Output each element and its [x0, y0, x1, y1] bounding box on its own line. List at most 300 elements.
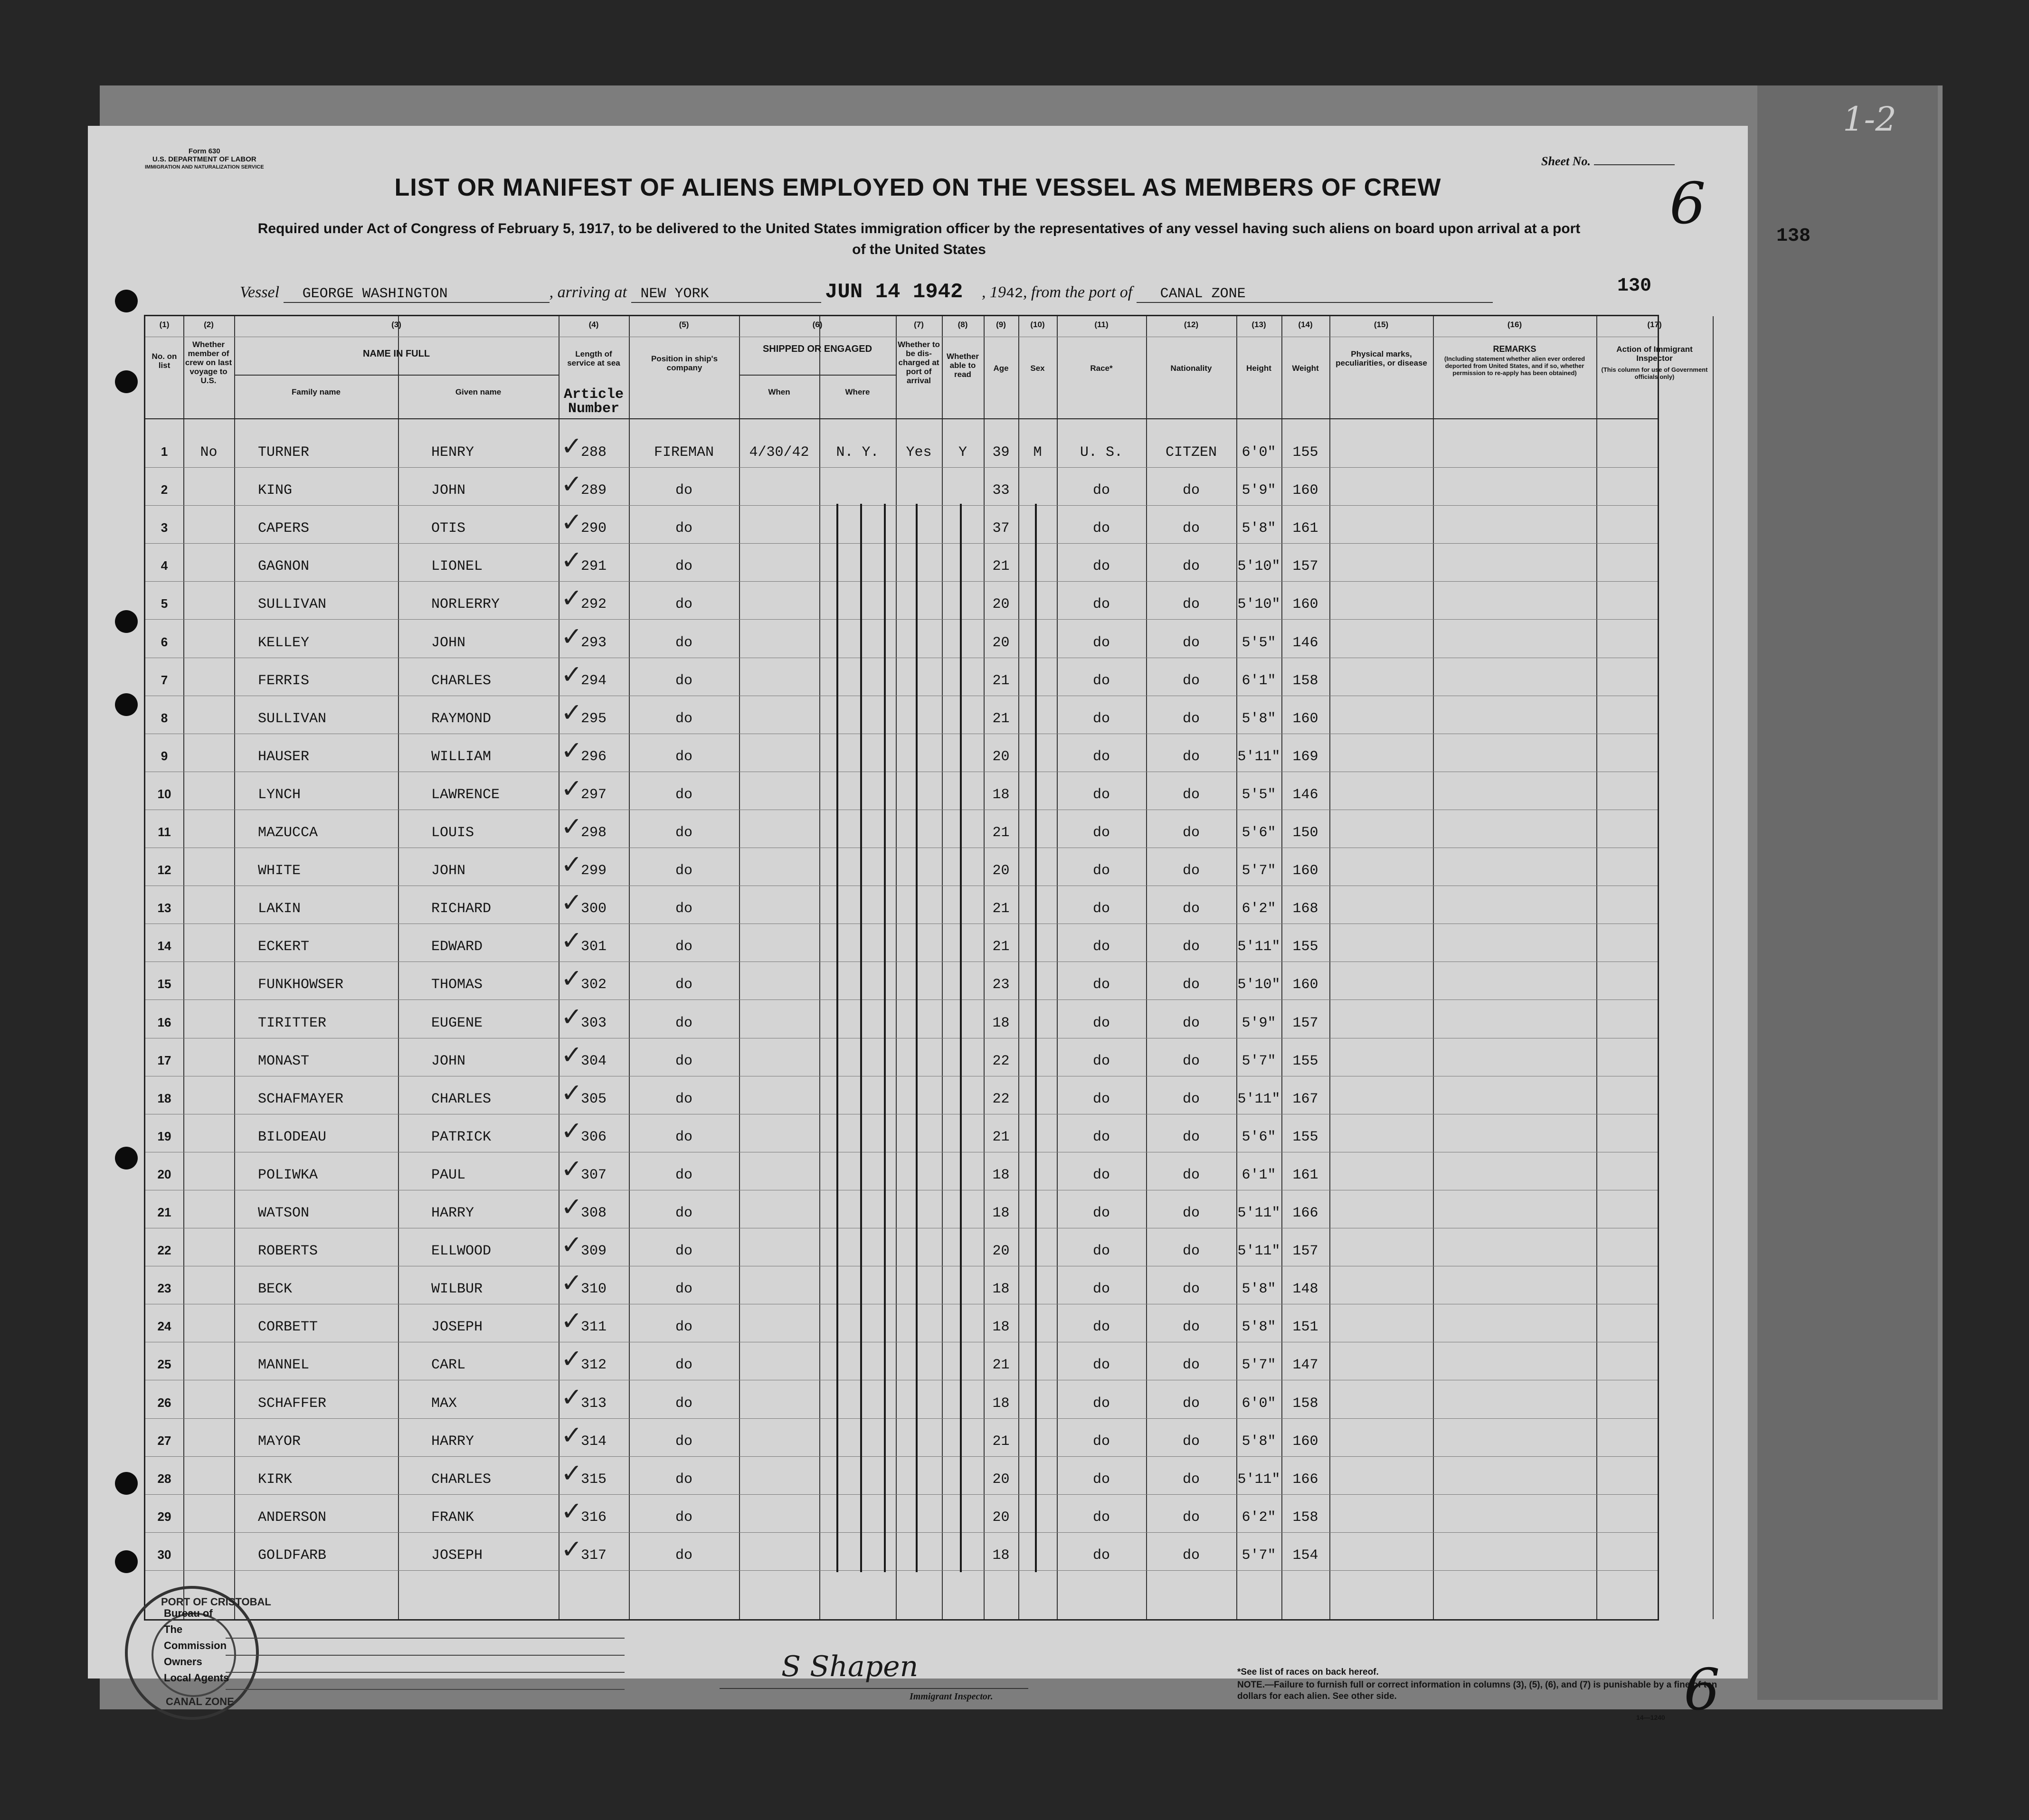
arrival-stamp-date: JUN 14 1942 [825, 280, 963, 304]
punch-hole [115, 1550, 138, 1573]
cell-article: 289 [580, 482, 607, 499]
checkmark-icon: ✓ [561, 1458, 583, 1488]
row-rule [145, 1456, 1658, 1457]
footer-rule-lines [226, 1622, 625, 1697]
ditto-line-sex [1035, 504, 1037, 1572]
cell-age: 20 [992, 1243, 1010, 1260]
cell-no: 12 [157, 863, 171, 877]
cell-no: 21 [157, 1205, 171, 1219]
col-13-number: (13) [1252, 320, 1266, 329]
cell-weight: 154 [1292, 1547, 1318, 1564]
crew-table [144, 315, 1708, 1621]
cell-given: FRANK [431, 1509, 474, 1526]
cell-family: ROBERTS [258, 1243, 318, 1260]
cell-height: 5'9" [1242, 482, 1276, 499]
cell-position: do [675, 1053, 692, 1069]
cell-nationality: do [1182, 939, 1200, 955]
cell-nationality: do [1182, 1243, 1200, 1260]
cell-article: 302 [580, 977, 607, 993]
cell-given: HENRY [431, 444, 474, 461]
cell-race: do [1092, 1205, 1110, 1221]
cell-nationality: do [1182, 710, 1200, 727]
cell-given: EUGENE [431, 1015, 483, 1031]
cell-age: 18 [992, 786, 1010, 803]
cell-weight: 157 [1292, 1243, 1318, 1260]
cell-height: 6'1" [1242, 1167, 1276, 1183]
cell-no: 4 [161, 558, 168, 573]
cell-nationality: do [1182, 1471, 1200, 1488]
checkmark-icon: ✓ [561, 1306, 583, 1336]
cell-family: SCHAFMAYER [258, 1091, 344, 1107]
cell-given: CHARLES [431, 1471, 492, 1488]
cell-weight: 166 [1292, 1471, 1318, 1488]
cell-where: N. Y. [836, 444, 879, 461]
year-prefix: , 19 [982, 283, 1006, 301]
checkmark-icon: ✓ [561, 1077, 583, 1108]
cell-family: WATSON [258, 1205, 310, 1221]
col-5-number: (5) [679, 320, 689, 329]
cell-family: KELLEY [258, 634, 310, 651]
cell-given: CARL [431, 1357, 466, 1374]
cell-nationality: do [1182, 1015, 1200, 1031]
page-subtitle: Required under Act of Congress of February 5, 1917, to be delivered to the United States immigration officer by the representatives of any vessel having such aliens on board upon arrival at a port of the United States [257, 221, 1581, 257]
cell-given: NORLERRY [431, 596, 500, 613]
cell-article: 301 [580, 939, 607, 955]
cell-family: LYNCH [258, 786, 301, 803]
cell-age: 20 [992, 596, 1010, 613]
service: IMMIGRATION AND NATURALIZATION SERVICE [145, 164, 264, 170]
cell-race: do [1092, 1547, 1110, 1564]
cell-weight: 158 [1292, 1509, 1318, 1526]
cell-height: 5'10" [1237, 596, 1280, 613]
checkmark-icon: ✓ [561, 773, 583, 803]
cell-no: 13 [157, 901, 171, 915]
ditto-line-where [860, 504, 862, 1572]
cell-weight: 155 [1292, 444, 1318, 461]
footer-labels [164, 1607, 229, 1688]
row-rule [145, 1494, 1658, 1495]
cell-given: JOSEPH [431, 1319, 483, 1336]
ditto-line-when [836, 504, 838, 1572]
cell-position: do [675, 1091, 692, 1107]
cell-age: 23 [992, 977, 1010, 993]
checkmark-icon: ✓ [561, 1382, 583, 1412]
footer-label-bureau: Bureau of [164, 1607, 213, 1619]
cell-age: 21 [992, 1433, 1010, 1450]
cell-given: RAYMOND [431, 710, 492, 727]
cell-nationality: do [1182, 1509, 1200, 1526]
cell-height: 5'8" [1242, 710, 1276, 727]
cell-weight: 151 [1292, 1319, 1318, 1336]
header-when: When [768, 387, 790, 396]
cell-family: MAZUCCA [258, 825, 318, 841]
cell-race: do [1092, 1319, 1110, 1336]
vessel-name: GEORGE WASHINGTON [302, 286, 448, 302]
cell-nationality: do [1182, 596, 1200, 613]
vessel-line [240, 280, 1493, 304]
cell-position: do [675, 1129, 692, 1145]
cell-position: do [675, 1167, 692, 1183]
cell-height: 5'7" [1242, 863, 1276, 879]
cell-given: MAX [431, 1395, 457, 1412]
cell-article: 291 [580, 558, 607, 575]
cell-weight: 160 [1292, 1433, 1318, 1450]
from-port-label: , from the port of [1023, 283, 1133, 301]
cell-race: do [1092, 977, 1110, 993]
cell-nationality: do [1182, 825, 1200, 841]
checkmark-icon: ✓ [561, 1115, 583, 1146]
cell-read: Y [958, 444, 967, 461]
cell-weight: 157 [1292, 558, 1318, 575]
cell-nationality: do [1182, 634, 1200, 651]
cell-no: 8 [161, 710, 168, 725]
cell-no: 7 [161, 672, 168, 687]
cell-weight: 167 [1292, 1091, 1318, 1107]
form-identifier [145, 147, 264, 171]
checkmark-icon: ✓ [561, 963, 583, 994]
row-rule [145, 467, 1658, 468]
cell-no: 18 [157, 1091, 171, 1105]
cell-position: FIREMAN [654, 444, 714, 461]
cell-given: ELLWOOD [431, 1243, 492, 1260]
col-10-number: (10) [1030, 320, 1045, 329]
cell-nationality: do [1182, 1319, 1200, 1336]
cell-given: LOUIS [431, 825, 474, 841]
header-sex: Sex [1030, 364, 1045, 373]
cell-article: 288 [580, 444, 607, 461]
cell-height: 5'10" [1237, 977, 1280, 993]
page-title: LIST OR MANIFEST OF ALIENS EMPLOYED ON THE VESSEL AS MEMBERS OF CREW [394, 174, 1441, 201]
cell-no: 30 [157, 1547, 171, 1562]
cell-position: do [675, 1319, 692, 1336]
cell-nationality: do [1182, 1053, 1200, 1069]
side-page-number: 138 [1776, 226, 1811, 247]
cell-race: do [1092, 1281, 1110, 1298]
cell-position: do [675, 558, 692, 575]
cell-position: do [675, 482, 692, 499]
cell-position: do [675, 596, 692, 613]
checkmark-icon: ✓ [561, 1344, 583, 1374]
footer-label-local-agents: Local Agents [164, 1672, 229, 1684]
cell-position: do [675, 1281, 692, 1298]
checkmark-icon: ✓ [561, 1001, 583, 1032]
cell-position: do [675, 786, 692, 803]
cell-weight: 158 [1292, 672, 1318, 689]
vessel-label: Vessel [240, 283, 280, 301]
cell-given: PAUL [431, 1167, 466, 1183]
cell-age: 39 [992, 444, 1010, 461]
cell-article: 295 [580, 710, 607, 727]
header-race: Race* [1090, 364, 1113, 373]
department: U.S. DEPARTMENT OF LABOR [152, 155, 256, 163]
cell-height: 5'7" [1242, 1053, 1276, 1069]
cell-position: do [675, 1471, 692, 1488]
cell-race: do [1092, 786, 1110, 803]
header-discharged: Whether to be dis-charged at port of arrival [898, 340, 940, 385]
cell-nationality: do [1182, 1205, 1200, 1221]
cell-height: 5'8" [1242, 1433, 1276, 1450]
cell-member: No [200, 444, 218, 461]
cell-weight: 146 [1292, 634, 1318, 651]
cell-race: do [1092, 1091, 1110, 1107]
col-4-number: (4) [588, 320, 599, 329]
checkmark-icon: ✓ [561, 545, 583, 575]
punch-hole [115, 290, 138, 312]
row-rule [145, 1570, 1658, 1571]
cell-height: 6'2" [1242, 1509, 1276, 1526]
cell-family: ANDERSON [258, 1509, 327, 1526]
cell-height: 5'7" [1242, 1547, 1276, 1564]
header-remarks: REMARKS [1493, 344, 1536, 354]
cell-no: 5 [161, 596, 168, 611]
manifest-page [88, 126, 1748, 1723]
cell-position: do [675, 825, 692, 841]
cell-weight: 150 [1292, 825, 1318, 841]
cell-article: 314 [580, 1433, 607, 1450]
cell-family: MAYOR [258, 1433, 301, 1450]
punch-hole [115, 1472, 138, 1495]
checkmark-icon: ✓ [561, 431, 583, 461]
inspector-signature: S Shapen [781, 1650, 919, 1683]
cell-no: 15 [157, 977, 171, 991]
cell-race: U. S. [1080, 444, 1123, 461]
cell-race: do [1092, 748, 1110, 765]
cell-family: BILODEAU [258, 1129, 327, 1145]
cell-no: 6 [161, 634, 168, 649]
arriving-port: NEW YORK [640, 286, 709, 302]
cell-age: 21 [992, 901, 1010, 917]
cell-nationality: do [1182, 863, 1200, 879]
cell-race: do [1092, 1471, 1110, 1488]
cell-weight: 166 [1292, 1205, 1318, 1221]
cell-position: do [675, 1509, 692, 1526]
cell-family: SCHAFFER [258, 1395, 327, 1412]
cell-height: 5'7" [1242, 1357, 1276, 1374]
cell-height: 5'11" [1237, 1243, 1280, 1260]
cell-no: 16 [157, 1015, 171, 1029]
cell-position: do [675, 1357, 692, 1374]
cell-race: do [1092, 939, 1110, 955]
checkmark-icon: ✓ [561, 1420, 583, 1450]
cell-age: 21 [992, 558, 1010, 575]
cell-article: 306 [580, 1129, 607, 1145]
cell-no: 22 [157, 1243, 171, 1258]
cell-race: do [1092, 1357, 1110, 1374]
checkmark-icon: ✓ [561, 735, 583, 765]
penalty-note: NOTE.—Failure to furnish full or correct information in columns (3), (5), (6), and (7) is punishable by a fine of ten dollars for each alien. See other side. [1237, 1680, 1717, 1701]
cell-height: 5'10" [1237, 558, 1280, 575]
header-action-note: (This column for use of Government officials only) [1601, 366, 1708, 380]
col-1-number: (1) [159, 320, 170, 329]
header-height: Height [1246, 364, 1271, 373]
cell-article: 310 [580, 1281, 607, 1298]
cell-family: SULLIVAN [258, 710, 327, 727]
cell-no: 25 [157, 1357, 171, 1372]
cell-no: 27 [157, 1433, 171, 1448]
arriving-label: , arriving at [549, 283, 627, 301]
ditto-line-discharged [916, 504, 918, 1572]
form-number: Form 630 [188, 147, 220, 155]
checkmark-icon: ✓ [561, 887, 583, 918]
checkmark-icon: ✓ [561, 1039, 583, 1070]
checkmark-icon: ✓ [561, 621, 583, 651]
cell-height: 6'2" [1242, 901, 1276, 917]
cell-no: 2 [161, 482, 168, 497]
checkmark-icon: ✓ [561, 1230, 583, 1260]
cell-sex: M [1033, 444, 1042, 461]
cell-no: 9 [161, 748, 168, 763]
cell-article: 300 [580, 901, 607, 917]
cell-race: do [1092, 1129, 1110, 1145]
cell-family: TURNER [258, 444, 310, 461]
cell-race: do [1092, 863, 1110, 879]
checkmark-icon: ✓ [561, 925, 583, 956]
cell-article: 298 [580, 825, 607, 841]
cell-position: do [675, 977, 692, 993]
cell-no: 10 [157, 786, 171, 801]
races-note: *See list of races on back hereof. [1237, 1667, 1379, 1677]
cell-race: do [1092, 710, 1110, 727]
cell-when: 4/30/42 [749, 444, 809, 461]
cell-age: 18 [992, 1319, 1010, 1336]
seal-bottom-text: CANAL ZONE [166, 1696, 234, 1707]
cell-age: 18 [992, 1395, 1010, 1412]
cell-height: 5'11" [1237, 748, 1280, 765]
cell-race: do [1092, 1395, 1110, 1412]
cell-height: 5'8" [1242, 1319, 1276, 1336]
header-family-name: Family name [292, 387, 341, 396]
checkmark-icon: ✓ [561, 811, 583, 841]
cell-article: 313 [580, 1395, 607, 1412]
punch-hole [115, 610, 138, 633]
cell-nationality: do [1182, 1357, 1200, 1374]
cell-race: do [1092, 1167, 1110, 1183]
cell-family: POLIWKA [258, 1167, 318, 1183]
cell-weight: 157 [1292, 1015, 1318, 1031]
punch-hole [115, 693, 138, 716]
page-number: 130 [1617, 275, 1652, 297]
cell-position: do [675, 1547, 692, 1564]
cell-age: 18 [992, 1015, 1010, 1031]
checkmark-icon: ✓ [561, 659, 583, 689]
cell-weight: 158 [1292, 1395, 1318, 1412]
cell-height: 5'11" [1237, 1091, 1280, 1107]
cell-height: 5'6" [1242, 1129, 1276, 1145]
col-9-number: (9) [996, 320, 1006, 329]
cell-article: 316 [580, 1509, 607, 1526]
cell-article: 303 [580, 1015, 607, 1031]
cell-nationality: do [1182, 1167, 1200, 1183]
cell-nationality: do [1182, 672, 1200, 689]
cell-given: EDWARD [431, 939, 483, 955]
cell-no: 19 [157, 1129, 171, 1143]
cell-position: do [675, 1015, 692, 1031]
cell-nationality: do [1182, 977, 1200, 993]
cell-weight: 160 [1292, 863, 1318, 879]
checkmark-icon: ✓ [561, 697, 583, 727]
cell-race: do [1092, 825, 1110, 841]
header-no-on-list: No. on list [152, 352, 177, 370]
cell-height: 5'5" [1242, 634, 1276, 651]
cell-given: JOSEPH [431, 1547, 483, 1564]
cell-weight: 169 [1292, 748, 1318, 765]
sheet-no-label [1541, 154, 1675, 169]
checkmark-icon: ✓ [561, 1534, 583, 1564]
cell-given: OTIS [431, 520, 466, 537]
cell-race: do [1092, 1015, 1110, 1031]
col-6-number: (6) [812, 320, 823, 329]
cell-no: 1 [161, 444, 168, 459]
cell-age: 20 [992, 634, 1010, 651]
cell-height: 6'1" [1242, 672, 1276, 689]
cell-family: CAPERS [258, 520, 310, 537]
cell-height: 5'8" [1242, 520, 1276, 537]
row-rule [145, 543, 1658, 544]
cell-age: 20 [992, 748, 1010, 765]
cell-position: do [675, 634, 692, 651]
row-rule [145, 619, 1658, 620]
cell-age: 18 [992, 1281, 1010, 1298]
cell-given: THOMAS [431, 977, 483, 993]
header-age: Age [993, 364, 1009, 373]
cell-height: 6'0" [1242, 1395, 1276, 1412]
cell-race: do [1092, 482, 1110, 499]
cell-height: 5'11" [1237, 939, 1280, 955]
cell-given: CHARLES [431, 672, 492, 689]
cell-given: RICHARD [431, 901, 492, 917]
cell-age: 18 [992, 1205, 1010, 1221]
col-16-number: (16) [1507, 320, 1522, 329]
cell-article: 307 [580, 1167, 607, 1183]
col-14-number: (14) [1298, 320, 1313, 329]
bottom-handwritten-number: 6 [1684, 1657, 1720, 1723]
cell-age: 20 [992, 1471, 1010, 1488]
cell-position: do [675, 1395, 692, 1412]
cell-height: 5'6" [1242, 825, 1276, 841]
header-name-in-full: NAME IN FULL [362, 349, 430, 359]
cell-age: 37 [992, 520, 1010, 537]
sheet-number-handwritten: 6 [1669, 171, 1706, 237]
cell-nationality: do [1182, 748, 1200, 765]
cell-nationality: do [1182, 520, 1200, 537]
cell-given: WILBUR [431, 1281, 483, 1298]
header-whether-member: Whether member of crew on last voyage to U.S. [185, 340, 232, 385]
cell-article: 294 [580, 672, 607, 689]
header-weight: Weight [1292, 364, 1319, 373]
cell-weight: 160 [1292, 710, 1318, 727]
checkmark-icon: ✓ [561, 1153, 583, 1184]
header-position: Position in ship's company [651, 354, 718, 372]
signature-line [720, 1688, 1028, 1689]
cell-age: 33 [992, 482, 1010, 499]
cell-weight: 160 [1292, 482, 1318, 499]
cell-weight: 161 [1292, 1167, 1318, 1183]
cell-family: LAKIN [258, 901, 301, 917]
cell-height: 5'11" [1237, 1471, 1280, 1488]
cell-no: 14 [157, 939, 171, 953]
cell-position: do [675, 863, 692, 879]
checkmark-icon: ✓ [561, 849, 583, 880]
cell-nationality: do [1182, 1091, 1200, 1107]
cell-weight: 155 [1292, 1053, 1318, 1069]
cell-position: do [675, 1433, 692, 1450]
cell-weight: 160 [1292, 977, 1318, 993]
sheet-label: Sheet No. [1541, 154, 1591, 168]
cell-family: KING [258, 482, 293, 499]
cell-given: WILLIAM [431, 748, 492, 765]
from-port: CANAL ZONE [1160, 286, 1246, 302]
cell-given: HARRY [431, 1205, 474, 1221]
